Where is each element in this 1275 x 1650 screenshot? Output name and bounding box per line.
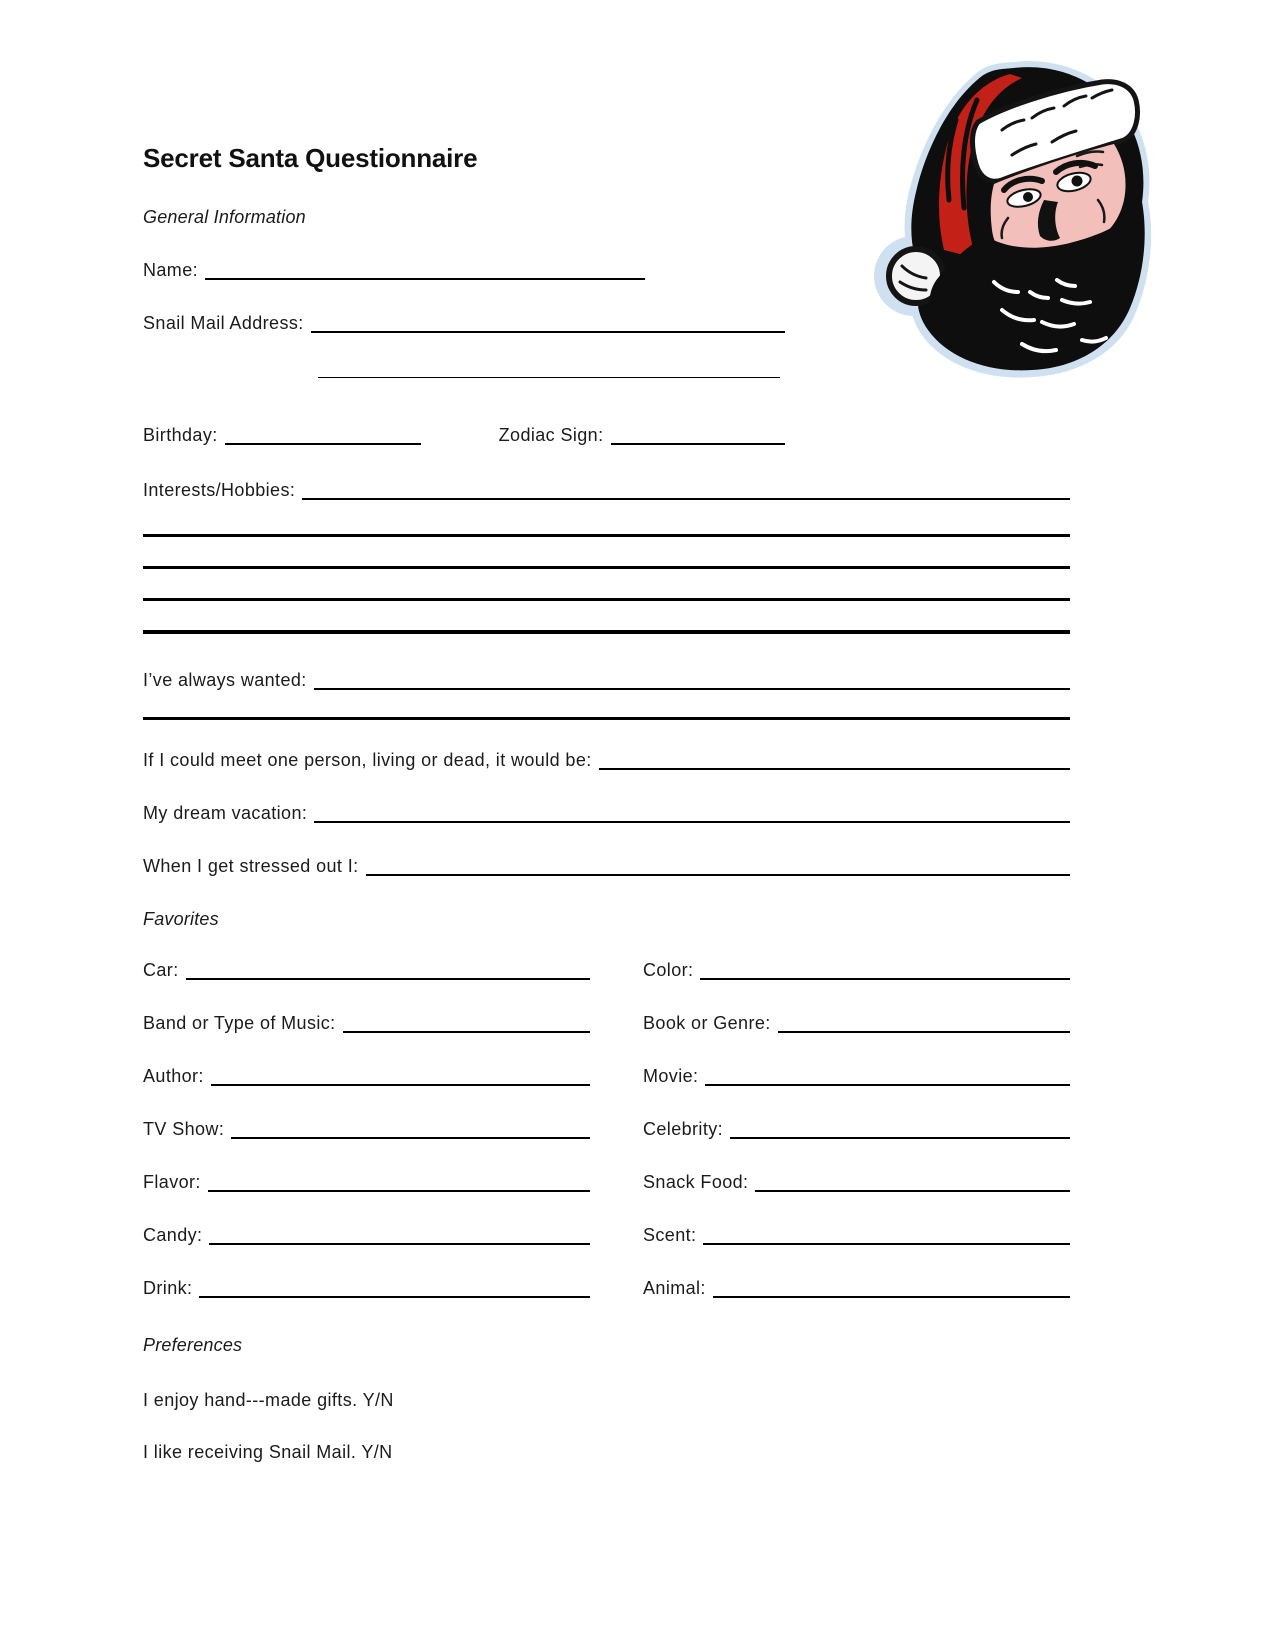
dream-vacation-label: My dream vacation:	[143, 803, 308, 823]
birthday-field-line	[225, 443, 421, 445]
scent-label: Scent:	[643, 1225, 697, 1245]
favorites-section	[143, 931, 1070, 1301]
snack-food-label: Snack Food:	[643, 1172, 749, 1192]
zodiac-sign-label: Zodiac Sign:	[498, 425, 604, 445]
birthday-label: Birthday:	[143, 425, 218, 445]
color-label: Color:	[643, 960, 694, 980]
field-row-movie	[643, 1063, 1070, 1089]
interests-field-line	[302, 498, 1070, 500]
snail-mail-field-line-2	[318, 377, 780, 378]
interests-ruled-line-1	[143, 534, 1070, 537]
author-field-line	[211, 1084, 590, 1086]
interests-label: Interests/Hobbies:	[143, 480, 296, 500]
preference-handmade-gifts: I enjoy hand---made gifts. Y/N	[143, 1390, 394, 1410]
field-row-dream-vacation	[143, 800, 1070, 826]
movie-label: Movie:	[643, 1066, 699, 1086]
celebrity-field-line	[730, 1137, 1070, 1139]
field-row-stressed	[143, 853, 1070, 879]
flavor-label: Flavor:	[143, 1172, 201, 1192]
band-music-field-line	[343, 1031, 590, 1033]
field-row-drink	[143, 1275, 590, 1301]
color-field-line	[700, 978, 1070, 980]
snail-mail-label: Snail Mail Address:	[143, 313, 304, 333]
zodiac-sign-field-line	[611, 443, 786, 445]
always-wanted-label: I’ve always wanted:	[143, 670, 307, 690]
field-row-celebrity	[643, 1116, 1070, 1142]
name-label: Name:	[143, 260, 199, 280]
field-row-candy	[143, 1222, 590, 1248]
book-genre-label: Book or Genre:	[643, 1013, 771, 1033]
meet-person-label: If I could meet one person, living or dead, it would be:	[143, 750, 592, 770]
tv-show-label: TV Show:	[143, 1119, 225, 1139]
page-title: Secret Santa Questionnaire	[143, 143, 478, 173]
field-row-book-genre	[643, 1010, 1070, 1036]
field-row-birthday-zodiac	[143, 422, 785, 448]
stressed-field-line	[366, 874, 1070, 876]
field-row-snail-mail	[143, 310, 785, 336]
scent-field-line	[703, 1243, 1070, 1245]
movie-field-line	[705, 1084, 1070, 1086]
always-wanted-ruled-line-2	[143, 717, 1070, 720]
santa-face-clipart	[852, 60, 1152, 378]
animal-field-line	[713, 1296, 1070, 1298]
stressed-label: When I get stressed out I:	[143, 856, 359, 876]
candy-label: Candy:	[143, 1225, 203, 1245]
field-row-always-wanted	[143, 667, 1070, 693]
preferences-heading: Preferences	[143, 1335, 243, 1355]
car-field-line	[186, 978, 590, 980]
field-row-name	[143, 257, 645, 283]
celebrity-label: Celebrity:	[643, 1119, 724, 1139]
field-row-tv-show	[143, 1116, 590, 1142]
field-row-band-music	[143, 1010, 590, 1036]
drink-field-line	[199, 1296, 590, 1298]
snack-food-field-line	[755, 1190, 1070, 1192]
tv-show-field-line	[231, 1137, 590, 1139]
field-row-car	[143, 957, 590, 983]
candy-field-line	[209, 1243, 590, 1245]
dream-vacation-field-line	[314, 821, 1070, 823]
interests-ruled-line-3	[143, 598, 1070, 601]
favorites-right-column	[643, 931, 1070, 1301]
car-label: Car:	[143, 960, 179, 980]
snail-mail-field-line	[311, 331, 785, 333]
field-row-scent	[643, 1222, 1070, 1248]
field-row-animal	[643, 1275, 1070, 1301]
field-row-flavor	[143, 1169, 590, 1195]
favorites-left-column	[143, 931, 590, 1301]
band-music-label: Band or Type of Music:	[143, 1013, 336, 1033]
book-genre-field-line	[778, 1031, 1070, 1033]
field-row-interests	[143, 477, 1070, 503]
flavor-field-line	[208, 1190, 590, 1192]
general-information-heading: General Information	[143, 207, 306, 227]
author-label: Author:	[143, 1066, 204, 1086]
field-row-color	[643, 957, 1070, 983]
meet-person-field-line	[599, 768, 1070, 770]
name-field-line	[205, 278, 645, 280]
always-wanted-field-line	[314, 688, 1070, 690]
interests-ruled-line-2	[143, 566, 1070, 569]
santa-face-icon	[852, 60, 1152, 378]
drink-label: Drink:	[143, 1278, 193, 1298]
interests-ruled-line-4	[143, 630, 1070, 634]
animal-label: Animal:	[643, 1278, 706, 1298]
field-row-meet-person	[143, 747, 1070, 773]
preference-snail-mail: I like receiving Snail Mail. Y/N	[143, 1442, 393, 1462]
field-row-author	[143, 1063, 590, 1089]
favorites-heading: Favorites	[143, 909, 219, 929]
field-row-snack-food	[643, 1169, 1070, 1195]
